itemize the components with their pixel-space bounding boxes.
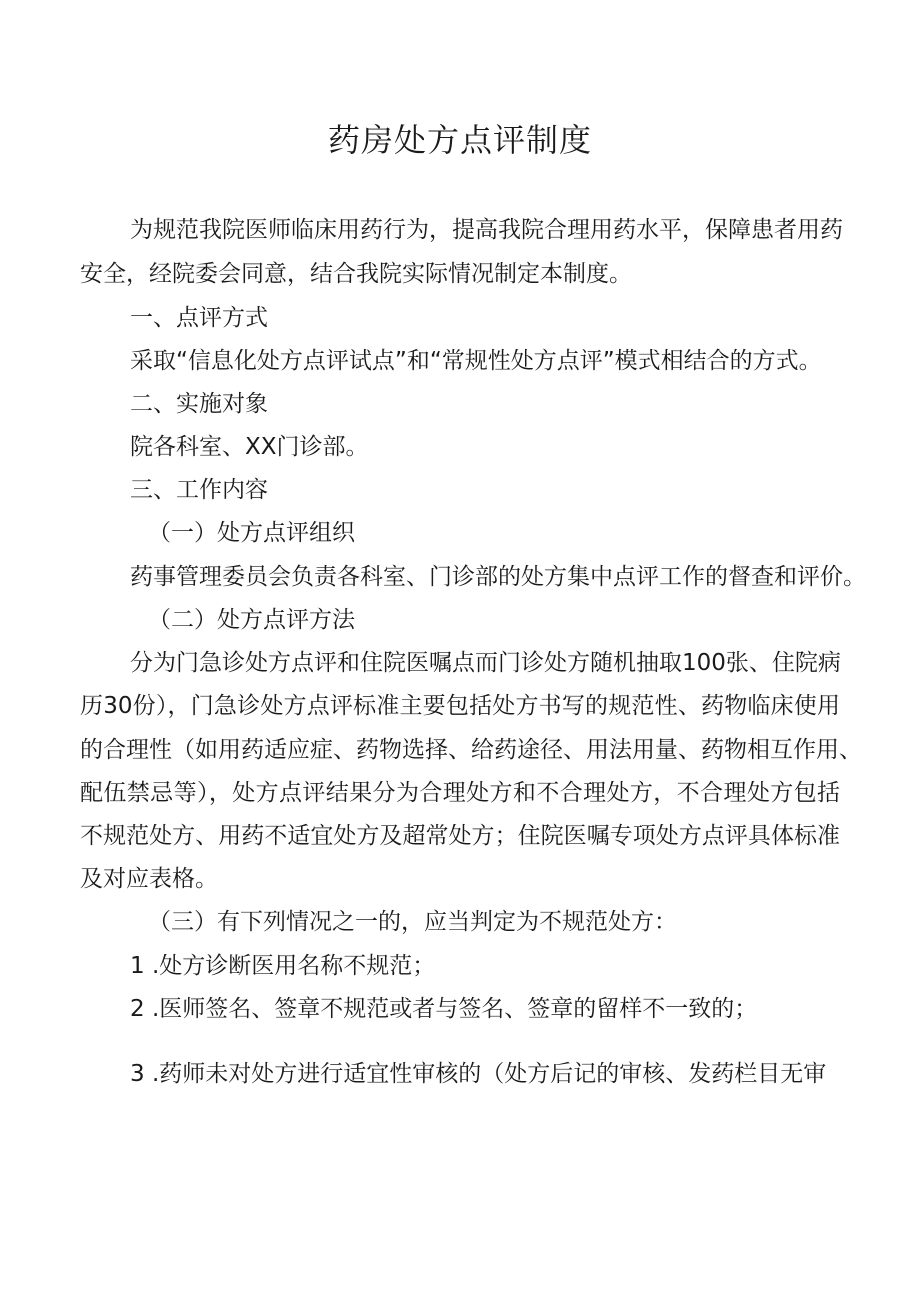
- subsection-2-line-3: 的合理性（如用药适应症、药物选择、给药途径、用法用量、药物相互作用、: [80, 737, 862, 763]
- section-2-text: 院各科室、XX门诊部。: [130, 434, 369, 460]
- page-title: 药房处方点评制度: [327, 121, 592, 159]
- list-item-1: 1 .处方诊断医用名称不规范；: [130, 953, 436, 979]
- section-1-heading: 一、点评方式: [130, 305, 268, 331]
- section-3-heading: 三、工作内容: [130, 477, 268, 503]
- subsection-2-line-5: 不规范处方、用药不适宜处方及超常处方；住院医嘱专项处方点评具体标准: [80, 823, 840, 849]
- subsection-1-heading: （一）处方点评组织: [148, 520, 355, 546]
- intro-paragraph-line-2: 安全，经院委会同意，结合我院实际情况制定本制度。: [80, 261, 632, 287]
- subsection-2-line-4: 配伍禁忌等），处方点评结果分为合理处方和不合理处方，不合理处方包括: [80, 780, 840, 806]
- section-1-text: 采取“信息化处方点评试点”和“常规性处方点评”模式相结合的方式。: [130, 348, 822, 374]
- subsection-1-text: 药事管理委员会负责各科室、门诊部的处方集中点评工作的督查和评价。: [130, 564, 866, 590]
- subsection-2-heading: （二）处方点评方法: [148, 607, 355, 633]
- section-2-heading: 二、实施对象: [130, 391, 268, 417]
- subsection-2-line-6: 及对应表格。: [80, 866, 218, 892]
- intro-paragraph-line-1: 为规范我院医师临床用药行为，提高我院合理用药水平，保障患者用药: [130, 217, 843, 243]
- list-item-2: 2 .医师签名、签章不规范或者与签名、签章的留样不一致的；: [130, 996, 758, 1022]
- subsection-2-line-2: 历30份），门急诊处方点评标准主要包括处方书写的规范性、药物临床使用: [80, 693, 840, 719]
- subsection-2-line-1: 分为门急诊处方点评和住院医嘱点而门诊处方随机抽取100张、住院病: [130, 650, 841, 676]
- subsection-3-heading: （三）有下列情况之一的，应当判定为不规范处方：: [148, 909, 677, 935]
- list-item-3: 3 .药师未对处方进行适宜性审核的（处方后记的审核、发药栏目无审: [130, 1061, 827, 1087]
